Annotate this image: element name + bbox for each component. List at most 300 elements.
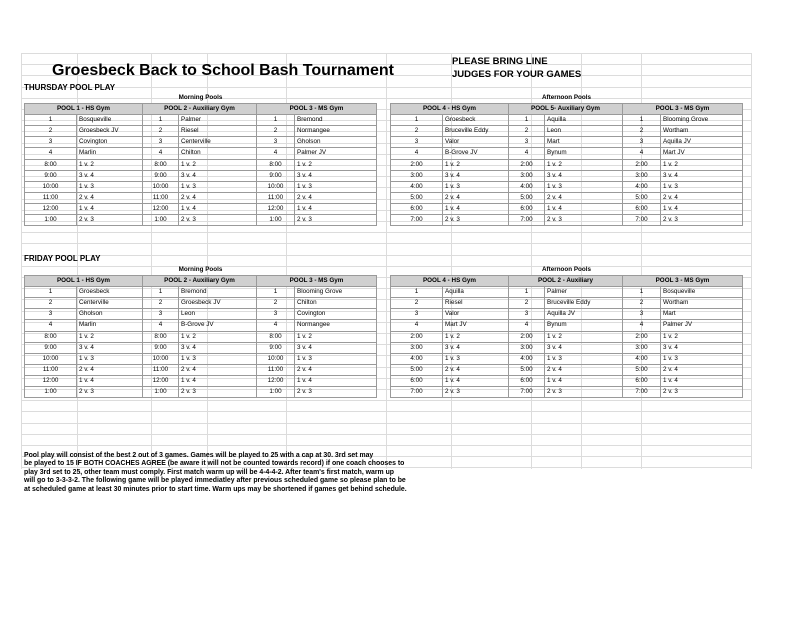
seed-cell: 3 — [257, 309, 295, 320]
team-cell: Wortham — [661, 298, 743, 309]
time-cell: 6:00 — [623, 375, 661, 386]
matchup-cell: 2 v. 3 — [179, 387, 257, 398]
pool-header: POOL 3 - MS Gym — [257, 104, 377, 115]
team-cell: Wortham — [661, 126, 743, 137]
time-cell: 8:00 — [257, 159, 295, 170]
team-cell: Normangee — [295, 126, 377, 137]
matchup-cell: 3 v. 4 — [77, 170, 143, 181]
time-cell: 4:00 — [623, 353, 661, 364]
friday-afternoon-pools — [390, 265, 743, 398]
team-row — [25, 137, 377, 148]
time-cell: 11:00 — [143, 364, 179, 375]
game-row — [391, 331, 743, 342]
team-row — [391, 137, 743, 148]
time-cell: 3:00 — [509, 170, 545, 181]
seed-cell: 3 — [25, 309, 77, 320]
seed-cell: 4 — [257, 320, 295, 331]
team-cell: Groesbeck JV — [179, 298, 257, 309]
matchup-cell: 2 v. 4 — [661, 192, 743, 203]
matchup-cell: 2 v. 4 — [179, 364, 257, 375]
seed-cell: 1 — [509, 115, 545, 126]
matchup-cell: 2 v. 3 — [661, 387, 743, 398]
matchup-cell: 1 v. 2 — [443, 331, 509, 342]
team-cell: Mart — [545, 137, 623, 148]
team-cell: Chilton — [295, 298, 377, 309]
team-cell: Bruceville Eddy — [443, 126, 509, 137]
time-cell: 3:00 — [623, 170, 661, 181]
seed-cell: 1 — [391, 287, 443, 298]
pool-header: POOL 3 - MS Gym — [257, 276, 377, 287]
session-label: Afternoon Pools — [391, 93, 743, 104]
time-cell: 1:00 — [257, 215, 295, 226]
team-cell: Valor — [443, 309, 509, 320]
team-cell: Mart — [661, 309, 743, 320]
game-row — [25, 203, 377, 214]
matchup-cell: 1 v. 2 — [77, 331, 143, 342]
team-row — [25, 126, 377, 137]
team-cell: Palmer — [545, 287, 623, 298]
time-cell: 2:00 — [623, 331, 661, 342]
time-cell: 5:00 — [391, 192, 443, 203]
time-cell: 4:00 — [623, 181, 661, 192]
seed-cell: 3 — [25, 137, 77, 148]
matchup-cell: 1 v. 4 — [443, 375, 509, 386]
game-row — [25, 387, 377, 398]
time-cell: 11:00 — [143, 192, 179, 203]
game-row — [25, 181, 377, 192]
team-cell: Marlin — [77, 148, 143, 159]
seed-cell: 2 — [25, 126, 77, 137]
seed-cell: 2 — [143, 126, 179, 137]
time-cell: 1:00 — [143, 215, 179, 226]
time-cell: 3:00 — [623, 342, 661, 353]
team-cell: Palmer — [179, 115, 257, 126]
matchup-cell: 2 v. 4 — [295, 192, 377, 203]
time-cell: 7:00 — [509, 387, 545, 398]
matchup-cell: 2 v. 3 — [443, 215, 509, 226]
matchup-cell: 3 v. 4 — [443, 342, 509, 353]
thursday-afternoon-pools — [390, 93, 743, 226]
pool-header: POOL 5- Auxiliary Gym — [509, 104, 623, 115]
matchup-cell: 1 v. 3 — [545, 181, 623, 192]
team-row — [25, 298, 377, 309]
seed-cell: 3 — [143, 309, 179, 320]
matchup-cell: 3 v. 4 — [77, 342, 143, 353]
matchup-cell: 1 v. 2 — [295, 159, 377, 170]
seed-cell: 4 — [25, 148, 77, 159]
team-cell: Palmer JV — [661, 320, 743, 331]
game-row — [391, 203, 743, 214]
matchup-cell: 2 v. 3 — [545, 387, 623, 398]
time-cell: 6:00 — [391, 203, 443, 214]
matchup-cell: 2 v. 4 — [443, 192, 509, 203]
friday-afternoon-table — [390, 265, 743, 398]
pool-header-row — [391, 276, 743, 287]
team-cell: Leon — [179, 309, 257, 320]
matchup-cell: 1 v. 3 — [295, 353, 377, 364]
time-cell: 7:00 — [623, 387, 661, 398]
team-cell: Mart JV — [443, 320, 509, 331]
matchup-cell: 2 v. 3 — [661, 215, 743, 226]
matchup-cell: 1 v. 3 — [661, 353, 743, 364]
matchup-cell: 1 v. 3 — [545, 353, 623, 364]
matchup-cell: 1 v. 3 — [295, 181, 377, 192]
seed-cell: 4 — [509, 320, 545, 331]
seed-cell: 2 — [509, 298, 545, 309]
seed-cell: 3 — [509, 137, 545, 148]
time-cell: 11:00 — [257, 192, 295, 203]
seed-cell: 3 — [391, 137, 443, 148]
matchup-cell: 1 v. 4 — [443, 203, 509, 214]
seed-cell: 4 — [143, 320, 179, 331]
session-label: Afternoon Pools — [391, 265, 743, 276]
team-cell: Blooming Grove — [295, 287, 377, 298]
team-row — [391, 320, 743, 331]
time-cell: 3:00 — [509, 342, 545, 353]
matchup-cell: 1 v. 4 — [661, 203, 743, 214]
matchup-cell: 1 v. 4 — [77, 203, 143, 214]
matchup-cell: 1 v. 4 — [179, 375, 257, 386]
time-cell: 3:00 — [391, 170, 443, 181]
seed-cell: 2 — [509, 126, 545, 137]
seed-cell: 4 — [391, 148, 443, 159]
time-cell: 12:00 — [143, 203, 179, 214]
time-cell: 9:00 — [143, 170, 179, 181]
matchup-cell: 2 v. 4 — [77, 364, 143, 375]
matchup-cell: 2 v. 4 — [545, 192, 623, 203]
team-cell: Riesel — [443, 298, 509, 309]
seed-cell: 3 — [623, 137, 661, 148]
pool-header: POOL 2 - Auxiliary Gym — [143, 276, 257, 287]
seed-cell: 1 — [143, 287, 179, 298]
time-cell: 4:00 — [509, 181, 545, 192]
time-cell: 11:00 — [25, 192, 77, 203]
game-row — [25, 331, 377, 342]
team-row — [25, 320, 377, 331]
time-cell: 9:00 — [25, 170, 77, 181]
matchup-cell: 1 v. 4 — [179, 203, 257, 214]
matchup-cell: 1 v. 2 — [77, 159, 143, 170]
team-cell: Aquilla JV — [545, 309, 623, 320]
time-cell: 7:00 — [509, 215, 545, 226]
game-row — [25, 192, 377, 203]
matchup-cell: 2 v. 3 — [77, 215, 143, 226]
team-row — [391, 126, 743, 137]
thursday-morning-table — [24, 93, 377, 226]
team-row — [25, 148, 377, 159]
rules-line: at scheduled game at least 30 minutes prior to start time. Warm ups may be shortened if games get behind schedule. — [24, 485, 407, 493]
time-cell: 8:00 — [143, 159, 179, 170]
team-cell: Mart JV — [661, 148, 743, 159]
team-cell: Aquilla JV — [661, 137, 743, 148]
team-cell: B-Grove JV — [443, 148, 509, 159]
time-cell: 10:00 — [25, 353, 77, 364]
game-row — [25, 353, 377, 364]
team-cell: Centerville — [77, 298, 143, 309]
time-cell: 5:00 — [623, 364, 661, 375]
matchup-cell: 1 v. 3 — [443, 353, 509, 364]
time-cell: 9:00 — [143, 342, 179, 353]
time-cell: 11:00 — [25, 364, 77, 375]
time-cell: 1:00 — [257, 387, 295, 398]
time-cell: 8:00 — [25, 159, 77, 170]
pool-header: POOL 4 - HS Gym — [391, 276, 509, 287]
seed-cell: 1 — [25, 287, 77, 298]
matchup-cell: 2 v. 3 — [179, 215, 257, 226]
time-cell: 7:00 — [623, 215, 661, 226]
team-cell: Bremond — [295, 115, 377, 126]
team-cell: Groesbeck — [443, 115, 509, 126]
matchup-cell: 1 v. 4 — [661, 375, 743, 386]
notice-line-2: JUDGES FOR YOUR GAMES — [452, 69, 582, 80]
friday-morning-pools — [24, 265, 377, 398]
team-cell: Bynum — [545, 320, 623, 331]
matchup-cell: 2 v. 4 — [77, 192, 143, 203]
matchup-cell: 2 v. 3 — [443, 387, 509, 398]
time-cell: 3:00 — [391, 342, 443, 353]
time-cell: 4:00 — [391, 353, 443, 364]
seed-cell: 1 — [257, 115, 295, 126]
seed-cell: 2 — [257, 126, 295, 137]
game-row — [25, 159, 377, 170]
time-cell: 5:00 — [391, 364, 443, 375]
team-cell: Aquilla — [443, 287, 509, 298]
matchup-cell: 1 v. 2 — [295, 331, 377, 342]
pool-header: POOL 1 - HS Gym — [25, 276, 143, 287]
time-cell: 10:00 — [143, 353, 179, 364]
team-cell: Aquilla — [545, 115, 623, 126]
team-cell: Riesel — [179, 126, 257, 137]
game-row — [391, 181, 743, 192]
rules-line: play 3rd set to 25, other team must comply. First match warm up will be 4-4-4-2. After team's first match, warm up — [24, 468, 395, 476]
team-cell: Bremond — [179, 287, 257, 298]
pool-header: POOL 2 - Auxiliary — [509, 276, 623, 287]
seed-cell: 1 — [509, 287, 545, 298]
pool-header-row — [25, 276, 377, 287]
matchup-cell: 1 v. 2 — [661, 331, 743, 342]
game-row — [25, 215, 377, 226]
pool-header: POOL 4 - HS Gym — [391, 104, 509, 115]
game-row — [391, 364, 743, 375]
matchup-cell: 1 v. 2 — [661, 159, 743, 170]
matchup-cell: 1 v. 3 — [443, 181, 509, 192]
matchup-cell: 3 v. 4 — [661, 170, 743, 181]
matchup-cell: 1 v. 3 — [179, 353, 257, 364]
game-row — [391, 342, 743, 353]
time-cell: 6:00 — [623, 203, 661, 214]
team-cell: Groesbeck — [77, 287, 143, 298]
session-label: Morning Pools — [25, 93, 377, 104]
team-cell: Covington — [295, 309, 377, 320]
session-label-row — [391, 93, 743, 104]
team-cell: Normangee — [295, 320, 377, 331]
matchup-cell: 1 v. 2 — [179, 159, 257, 170]
seed-cell: 2 — [391, 126, 443, 137]
seed-cell: 3 — [509, 309, 545, 320]
pool-header-row — [391, 104, 743, 115]
team-cell: Marlin — [77, 320, 143, 331]
time-cell: 11:00 — [257, 364, 295, 375]
time-cell: 6:00 — [509, 203, 545, 214]
game-row — [391, 170, 743, 181]
matchup-cell: 2 v. 3 — [295, 387, 377, 398]
seed-cell: 3 — [391, 309, 443, 320]
game-row — [25, 375, 377, 386]
time-cell: 10:00 — [143, 181, 179, 192]
time-cell: 8:00 — [143, 331, 179, 342]
time-cell: 9:00 — [257, 342, 295, 353]
seed-cell: 4 — [509, 148, 545, 159]
time-cell: 7:00 — [391, 215, 443, 226]
game-row — [25, 342, 377, 353]
time-cell: 4:00 — [509, 353, 545, 364]
pool-header: POOL 3 - MS Gym — [623, 104, 743, 115]
team-cell: Palmer JV — [295, 148, 377, 159]
session-label: Morning Pools — [25, 265, 377, 276]
matchup-cell: 1 v. 4 — [545, 375, 623, 386]
matchup-cell: 2 v. 4 — [295, 364, 377, 375]
matchup-cell: 3 v. 4 — [295, 170, 377, 181]
game-row — [391, 387, 743, 398]
time-cell: 6:00 — [509, 375, 545, 386]
seed-cell: 3 — [257, 137, 295, 148]
team-row — [391, 115, 743, 126]
time-cell: 10:00 — [257, 353, 295, 364]
team-cell: Bynum — [545, 148, 623, 159]
matchup-cell: 2 v. 4 — [545, 364, 623, 375]
seed-cell: 1 — [257, 287, 295, 298]
matchup-cell: 2 v. 4 — [179, 192, 257, 203]
seed-cell: 1 — [623, 287, 661, 298]
pool-header: POOL 3 - MS Gym — [623, 276, 743, 287]
seed-cell: 2 — [257, 298, 295, 309]
team-cell: Covington — [77, 137, 143, 148]
seed-cell: 3 — [143, 137, 179, 148]
matchup-cell: 1 v. 4 — [295, 203, 377, 214]
team-cell: Valor — [443, 137, 509, 148]
thursday-morning-pools — [24, 93, 377, 226]
thursday-afternoon-table — [390, 93, 743, 226]
session-label-row — [25, 93, 377, 104]
seed-cell: 4 — [143, 148, 179, 159]
time-cell: 12:00 — [257, 375, 295, 386]
time-cell: 2:00 — [391, 331, 443, 342]
notice-line-1: PLEASE BRING LINE — [452, 56, 548, 67]
time-cell: 9:00 — [25, 342, 77, 353]
matchup-cell: 3 v. 4 — [661, 342, 743, 353]
seed-cell: 2 — [25, 298, 77, 309]
seed-cell: 2 — [623, 126, 661, 137]
seed-cell: 1 — [143, 115, 179, 126]
seed-cell: 1 — [391, 115, 443, 126]
team-cell: Gholson — [295, 137, 377, 148]
team-cell: B-Grove JV — [179, 320, 257, 331]
pool-header-row — [25, 104, 377, 115]
pool-header: POOL 1 - HS Gym — [25, 104, 143, 115]
team-cell: Blooming Grove — [661, 115, 743, 126]
time-cell: 7:00 — [391, 387, 443, 398]
rules-note — [24, 452, 479, 494]
team-cell: Centerville — [179, 137, 257, 148]
team-row — [391, 309, 743, 320]
time-cell: 5:00 — [509, 192, 545, 203]
game-row — [391, 353, 743, 364]
matchup-cell: 3 v. 4 — [179, 342, 257, 353]
game-row — [391, 215, 743, 226]
matchup-cell: 2 v. 3 — [295, 215, 377, 226]
team-cell: Groesbeck JV — [77, 126, 143, 137]
time-cell: 12:00 — [25, 375, 77, 386]
time-cell: 4:00 — [391, 181, 443, 192]
matchup-cell: 1 v. 2 — [545, 159, 623, 170]
game-row — [391, 375, 743, 386]
matchup-cell: 1 v. 4 — [545, 203, 623, 214]
seed-cell: 2 — [623, 298, 661, 309]
matchup-cell: 3 v. 4 — [545, 170, 623, 181]
game-row — [391, 159, 743, 170]
team-row — [391, 148, 743, 159]
matchup-cell: 1 v. 3 — [179, 181, 257, 192]
seed-cell: 4 — [25, 320, 77, 331]
matchup-cell: 1 v. 2 — [545, 331, 623, 342]
friday-section-label: FRIDAY POOL PLAY — [24, 254, 101, 263]
time-cell: 9:00 — [257, 170, 295, 181]
seed-cell: 4 — [623, 320, 661, 331]
page-title: Groesbeck Back to School Bash Tournament — [52, 62, 395, 79]
session-label-row — [391, 265, 743, 276]
time-cell: 1:00 — [25, 387, 77, 398]
team-cell: Gholson — [77, 309, 143, 320]
matchup-cell: 1 v. 2 — [443, 159, 509, 170]
matchup-cell: 2 v. 4 — [661, 364, 743, 375]
seed-cell: 2 — [143, 298, 179, 309]
seed-cell: 4 — [623, 148, 661, 159]
matchup-cell: 2 v. 4 — [443, 364, 509, 375]
matchup-cell: 3 v. 4 — [295, 342, 377, 353]
game-row — [25, 364, 377, 375]
time-cell: 12:00 — [257, 203, 295, 214]
rules-line: will go to 3-3-3-2. The following game will be played immediatley after previous scheduled game so please plan to be — [24, 477, 406, 485]
rules-line: be played to 15 IF BOTH COACHES AGREE (be aware it will not be counted towards record) if one coach chooses to — [24, 460, 405, 468]
game-row — [25, 170, 377, 181]
matchup-cell: 2 v. 3 — [77, 387, 143, 398]
time-cell: 10:00 — [25, 181, 77, 192]
time-cell: 5:00 — [509, 364, 545, 375]
team-row — [25, 115, 377, 126]
seed-cell: 1 — [623, 115, 661, 126]
time-cell: 2:00 — [623, 159, 661, 170]
time-cell: 2:00 — [391, 159, 443, 170]
friday-morning-table — [24, 265, 377, 398]
matchup-cell: 1 v. 4 — [77, 375, 143, 386]
team-cell: Bruceville Eddy — [545, 298, 623, 309]
team-row — [25, 309, 377, 320]
matchup-cell: 1 v. 2 — [179, 331, 257, 342]
seed-cell: 4 — [257, 148, 295, 159]
time-cell: 10:00 — [257, 181, 295, 192]
team-cell: Bosqueville — [77, 115, 143, 126]
session-label-row — [25, 265, 377, 276]
pool-header: POOL 2 - Auxiliary Gym — [143, 104, 257, 115]
time-cell: 12:00 — [143, 375, 179, 386]
matchup-cell: 3 v. 4 — [443, 170, 509, 181]
seed-cell: 1 — [25, 115, 77, 126]
time-cell: 12:00 — [25, 203, 77, 214]
game-row — [391, 192, 743, 203]
matchup-cell: 1 v. 3 — [661, 181, 743, 192]
time-cell: 6:00 — [391, 375, 443, 386]
team-row — [391, 298, 743, 309]
